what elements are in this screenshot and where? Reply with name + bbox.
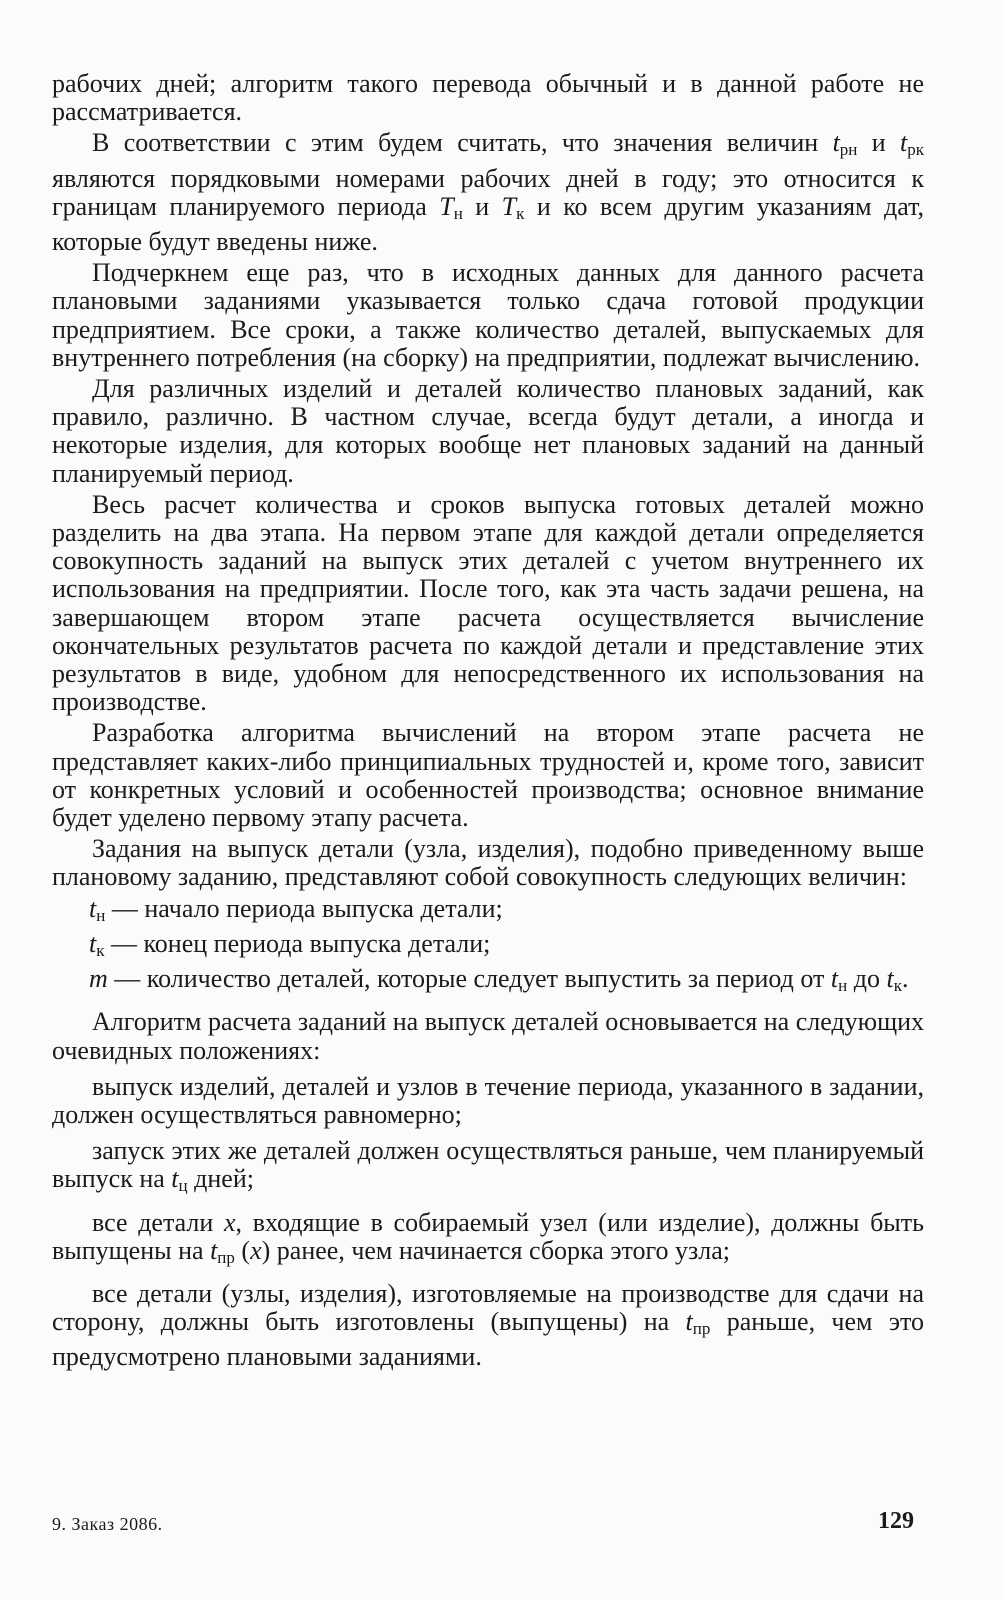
paragraph-7: Задания на выпуск детали (узла, изделия), подобно приведенному выше плановому заданию, представляют собой совокупность следующих величин: <box>52 834 924 892</box>
body-text <box>52 70 924 1375</box>
var-t-rn: $t_{рн}$ <box>832 128 858 160</box>
paragraph-6: Разработка алгоритма вычислений на втором этапе расчета не представляет каких-либо принципиальных трудностей и, кроме того, зависит от конкретных условий и особенностей производства; основное внимание будет уделено первому этапу расчета. <box>52 718 924 833</box>
algorithm-intro: Алгоритм расчета заданий на выпуск деталей основывается на следующих очевидных положениях: <box>52 1007 924 1065</box>
var-T-n: $T_н$ <box>439 191 463 223</box>
definition-m: m — количество деталей, которые следует выпустить за период от $t_н$ до $t_к$. <box>89 964 909 996</box>
page-number: 129 <box>878 1508 914 1534</box>
printer-signature: 9. Заказ 2086. <box>52 1514 163 1534</box>
paragraph-5: Весь расчет количества и сроков выпуска готовых деталей можно разделить на два этапа. На первом этапе для каждой детали определяется совокупность заданий на выпуск этих деталей с учетом внутреннего их использования на предприятии. После того, как эта часть задачи решена, на завершающем втором этапе расчета осуществляется вычисление окончательных результатов расчета по каждой детали и представление этих результатов в виде, удобном для непосредственного их использования на производстве. <box>52 489 924 717</box>
condition-2: запуск этих же деталей должен осуществляться раньше, чем планируемый выпуск на $t_ц$ дней; <box>52 1136 924 1196</box>
definition-tn: $t_н$ — начало периода выпуска детали; <box>89 893 503 925</box>
paragraph-1: рабочих дней; алгоритм такого перевода обычный и в данной работе не рассматривается. <box>52 69 924 127</box>
condition-3: все детали x, входящие в собираемый узел (или изделие), должны быть выпущены на $t_{пр}$ (x) ранее, чем начинается сборка этого узла; <box>52 1207 924 1267</box>
definition-tk: $t_к$ — конец периода выпуска детали; <box>89 928 491 960</box>
condition-1: выпуск изделий, деталей и узлов в течение периода, указанного в задании, должен осуществляться равномерно; <box>52 1071 924 1129</box>
var-T-k: $T_к$ <box>501 191 525 223</box>
paragraph-4: Для различных изделий и деталей количество плановых заданий, как правило, различно. В частном случае, всегда будут детали, а иногда и некоторые изделия, для которых вообще нет плановых заданий на данный планируемый период. <box>52 374 924 488</box>
var-t-rk: $t_{рк}$ <box>900 128 925 160</box>
paragraph-3: Подчеркнем еще раз, что в исходных данных для данного расчета плановыми заданиями указывается только сдача готовой продукции предприятием. Все сроки, а также количество деталей, выпускаемых для внутреннего потребления (на сборку) на предприятии, подлежат вычислению. <box>52 258 924 372</box>
paragraph-2: В соответствии с этим будем считать, что значения величин $t_{рн}$ и $t_{рк}$ являются порядковыми номерами рабочих дней в году; это относится к границам планируемого периода $T_н$ и $T_к$ и ко всем другим указаниям дат, которые будут введены ниже. <box>52 128 925 257</box>
condition-4: все детали (узлы, изделия), изготовляемые на производстве для сдачи на сторону, должны быть изготовлены (выпущены) на $t_{пр}$ раньше, чем это предусмотрено плановыми заданиями. <box>52 1278 924 1372</box>
